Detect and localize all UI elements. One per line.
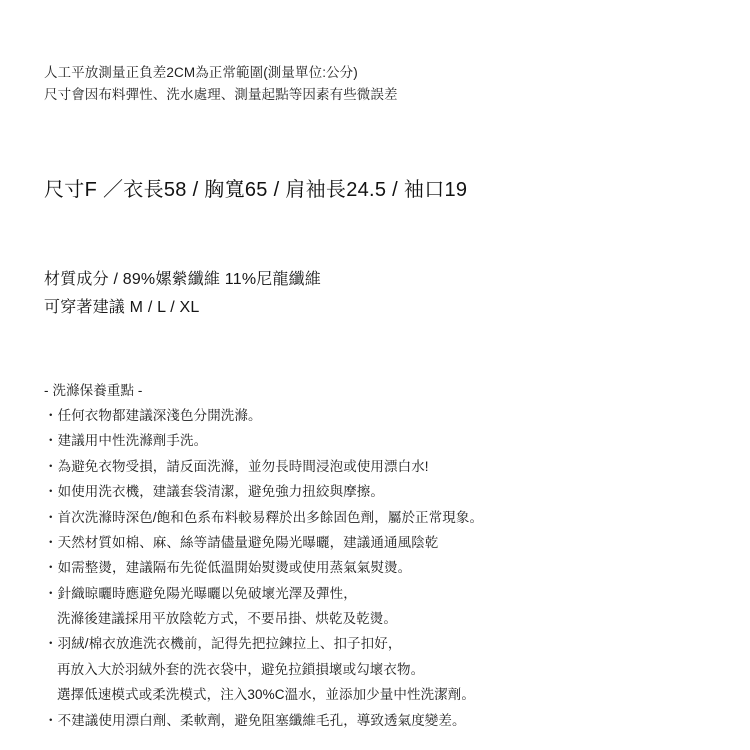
care-item: ・首次洗滌時深色/飽和色系布料較易釋於出多餘固色劑，屬於正常現象。: [44, 509, 484, 525]
size-spec-line: 尺寸F ／衣長58 / 胸寬65 / 肩袖長24.5 / 袖口19: [44, 178, 468, 201]
care-item-continuation: 選擇低速模式或柔洗模式，注入30%C溫水，並添加少量中性洗潔劑。: [57, 687, 475, 703]
care-item: ・建議用中性洗滌劑手洗。: [44, 433, 208, 449]
care-item: ・如需整燙，建議隔布先從低溫開始熨燙或使用蒸氣氣熨燙。: [44, 560, 412, 576]
material-block: [44, 266, 710, 322]
care-item-continuation: 再放入大於羽絨外套的洗衣袋中，避免拉鎖損壞或勾壞衣物。: [57, 661, 425, 677]
care-instructions: [44, 378, 710, 733]
care-item-continuation: 洗滌後建議採用平放陰乾方式，不要吊掛、烘乾及乾燙。: [57, 611, 397, 627]
care-item: ・針織晾曬時應避免陽光曝曬以免破壞光澤及彈性，: [44, 585, 357, 601]
care-item: ・天然材質如棉、麻、絲等請儘量避免陽光曝曬，建議通通風陰乾: [44, 534, 439, 550]
care-item: ・羽絨/棉衣放進洗衣機前，記得先把拉鍊拉上、扣子扣好，: [44, 636, 402, 652]
measurement-note-line-2: 尺寸會因布料彈性、洗水處理、測量起點等因素有些微誤差: [44, 86, 398, 102]
care-item: ・不建議使用漂白劑、柔軟劑，避免阻塞纖維毛孔，導致透氣度變差。: [44, 712, 466, 728]
size-recommendation: 可穿著建議 M / L / XL: [44, 298, 200, 316]
care-item: ・為避免衣物受損，請反面洗滌，並勿長時間浸泡或使用漂白水!: [44, 458, 429, 474]
care-item: ・如使用洗衣機，建議套袋清潔，避免強力扭絞與摩擦。: [44, 484, 384, 500]
measurement-note: [44, 62, 710, 106]
material-composition: 材質成分 / 89%嫘縈纖維 11%尼龍纖維: [44, 270, 322, 288]
measurement-note-line-1: 人工平放測量正負差2CM為正常範圍(測量單位:公分): [44, 65, 358, 80]
care-title: - 洗滌保養重點 -: [44, 382, 143, 398]
care-item: ・任何衣物都建議深淺色分開洗滌。: [44, 408, 262, 424]
